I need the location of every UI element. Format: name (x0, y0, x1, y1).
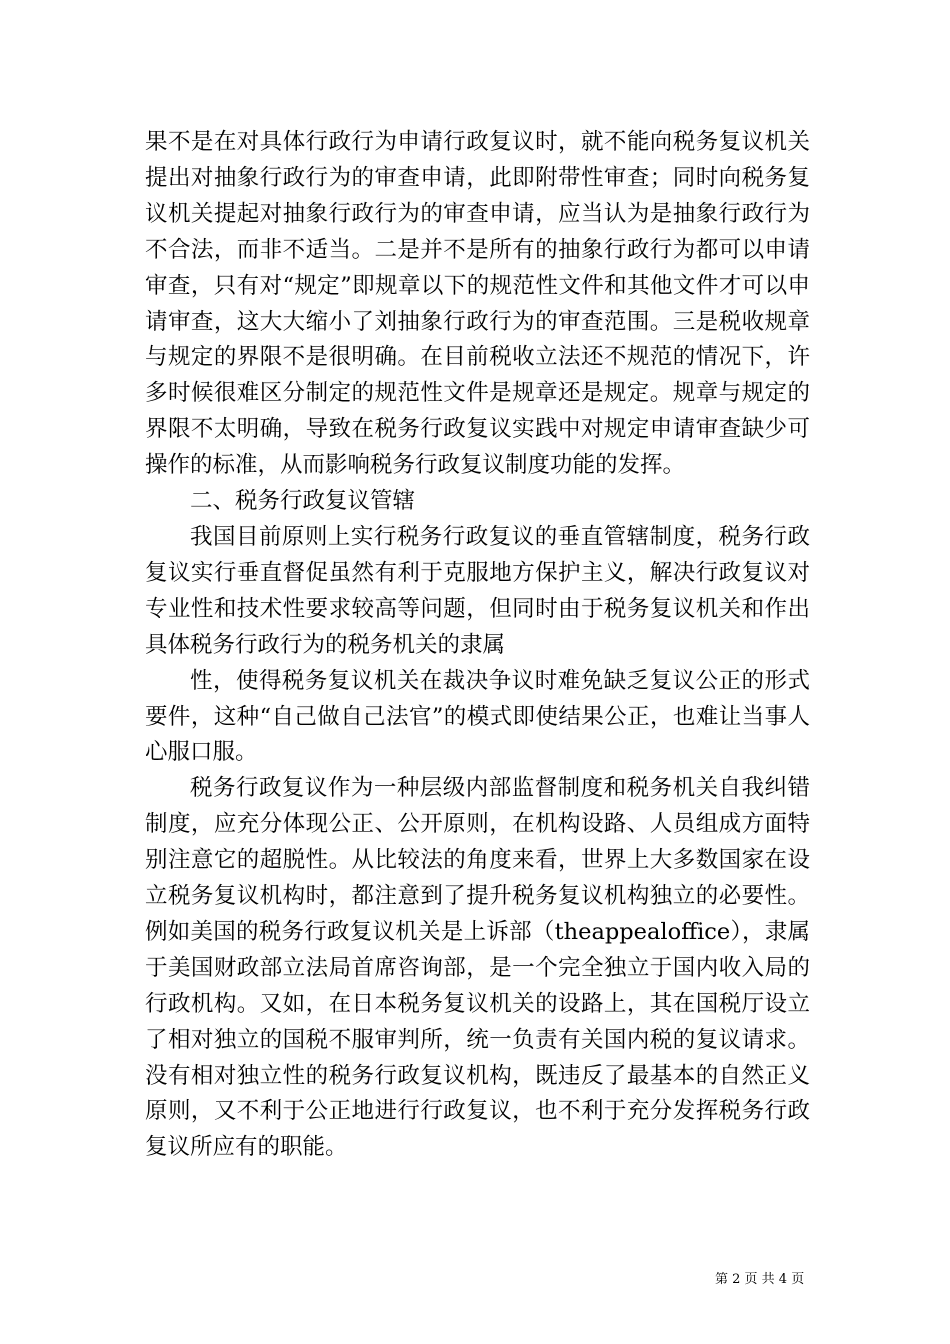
paragraph: 性，使得税务复议机关在裁决争议时难免缺乏复议公正的形式要件，这种“自己做自己法官”的模式即使结果公正，也难让当事人心服口服。 (145, 667, 810, 766)
paragraph: 税务行政复议作为一种层级内部监督制度和税务机关自我纠错制度，应充分体现公正、公开原则，在机构设路、人员组成方面特别注意它的超脱性。从比较法的角度来看，世界上大多数国家在设立税务复议机构时，都注意到了提升税务复议机构独立的必要性。例如美国的税务行政复议机关是上诉部（theappealoffice），隶属于美国财政部立法局首席咨询部，是一个完全独立于国内收入局的行政机构。又如，在日本税务复议机关的设路上，其在国税厅设立了相对独立的国税不服审判所，统一负责有关国内税的复议请求。没有相对独立性的税务行政复议机构，既违反了最基本的自然正义原则，又不利于公正地进行行政复议，也不利于充分发挥税务行政复议所应有的职能。 (145, 775, 810, 1161)
paragraph: 我国目前原则上实行税务行政复议的垂直管辖制度，税务行政复议实行垂直督促虽然有利于克服地方保护主义，解决行政复议对专业性和技术性要求较高等问题，但同时由于税务复议机关和作出具体税务行政行为的税务机关的隶属 (145, 523, 810, 658)
paragraph-continuation: 果不是在对具体行政行为申请行政复议时，就不能向税务复议机关提出对抽象行政行为的审查申请，此即附带性审查；同时向税务复议机关提起对抽象行政行为的审查申请，应当认为是抽象行政行为不合法，而非不适当。二是并不是所有的抽象行政行为都可以申请审查，只有对“规定”即规章以下的规范性文件和其他文件才可以申请审查，这大大缩小了刘抽象行政行为的审查范围。三是税收规章与规定的界限不是很明确。在目前税收立法还不规范的情况下，许多时候很难区分制定的规范性文件是规章还是规定。规章与规定的界限不太明确，导致在税务行政复议实践中对规定申请审查缺少可操作的标准，从而影响税务行政复议制度功能的发挥。 (145, 129, 810, 479)
document-body (145, 125, 810, 1166)
section-heading: 二、税务行政复议管辖 (190, 488, 416, 515)
page-number-footer: 第 2 页 共 4 页 (715, 1272, 805, 1287)
